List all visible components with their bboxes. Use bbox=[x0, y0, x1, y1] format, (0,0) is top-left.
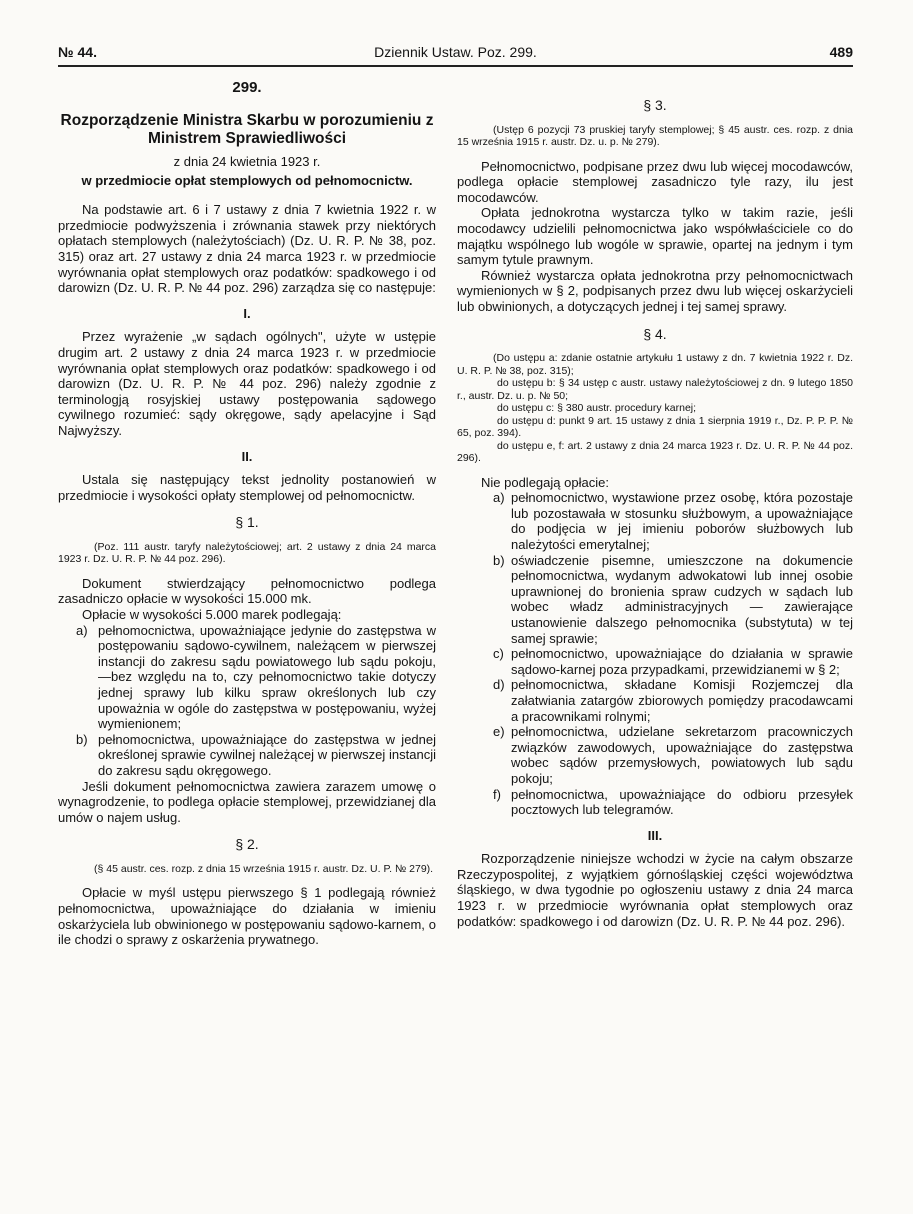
act-number: 299. bbox=[232, 79, 262, 96]
list-item: a) pełnomocnictwa, upoważniające jedynie do zastępstwa w postępowaniu sądowo-cywilnem, należącem w pierwszej instancji do zakresu sądu powiatowego lub sądu pokoju, —bez względu na to, czy pełnomocnictwo takie dotyczy jednej sprawy lub kilku spraw określonych lub czy upoważnia w ogóle do zastępstwa w postępowaniu, wyżej wymienionem; bbox=[76, 622, 436, 732]
section-4-notes: (Do ustępu a: zdanie ostatnie artykułu 1 ustawy z dn. 7 kwietnia 1922 r. Dz. U. R. P. № 38, poz. 315); do ustępu b: § 34 ustęp c austr. ustawy należytościowej z dn. 9 lutego 1850 r., austr. Dz. u. p. № 50; do ustępu c: § 380 austr. procedury karnej; do ustępu d: punkt 9 art. 15 ustawy z dnia 1 sierpnia 1919 r., Dz. P. P. P. № 65, poz. 394). do ustępu e, f: art. 2 ustawy z dnia 24 marca 1923 r. Dz. U. R. P. № 44 poz. 296). bbox=[457, 352, 853, 465]
section-1-para-2: Opłacie w wysokości 5.000 marek podlegają: bbox=[82, 607, 342, 623]
section-2-note: (§ 45 austr. ces. rozp. z dnia 15 września 1915 r. austr. Dz. U. P. № 279). bbox=[94, 862, 434, 875]
section-1-para-3: Jeśli dokument pełnomocnictwa zawiera zarazem umowę o wynagrodzenie, to podlega opłacie stemplowej, przewidzianej dla umów o najem usług. bbox=[58, 778, 436, 825]
part-3-heading: III. bbox=[647, 827, 663, 843]
right-column bbox=[457, 86, 853, 929]
journal-title: Dziennik Ustaw. Poz. 299. bbox=[374, 44, 537, 60]
part-1-heading: I. bbox=[243, 305, 251, 321]
header-rule bbox=[58, 65, 853, 67]
section-2-heading: § 2. bbox=[235, 836, 259, 853]
preamble: Na podstawie art. 6 i 7 ustawy z dnia 7 kwietnia 1922 r. w przedmiocie podwyższenia i zrównania stawek przy niektórych opłatach stemplowych (należytościach) (Dz. U. R. P. № 38, poz. 315) oraz art. 27 ustawy z dnia 24 marca 1923 r. w przedmiocie wyrównania opłat stemplowych oraz podatków: spadkowego i od darowizn (Dz. U. R. P. № 44 poz. 296) zarządza się co następuje: bbox=[58, 202, 436, 296]
list-item: d) pełnomocnictwa, składane Komisji Rozjemczej dla załatwiania zatargów zbiorowych pomiędzy pracodawcami a pracownikami rolnymi; bbox=[493, 677, 853, 724]
section-1-para-1: Dokument stwierdzający pełnomocnictwo podlega zasadniczo opłacie w wysokości 15.000 mk. bbox=[58, 575, 436, 607]
list-item: a) pełnomocnictwo, wystawione przez osobę, która pozostaje lub pozostawała w stosunku służbowym, a upoważniające do podjęcia w jej imieniu poborów służbowych lub należytości emerytalnej; bbox=[493, 490, 853, 552]
list-item: e) pełnomocnictwa, udzielane sekretarzom pracowniczych związków zawodowych, upoważniające do zastępstwa wobec sądów przemysłowych, powiatowych lub sądu pokoju; bbox=[493, 724, 853, 786]
act-subject: w przedmiocie opłat stemplowych od pełnomocnictw. bbox=[81, 173, 413, 189]
section-1-note: (Poz. 111 austr. taryfy należytościowej; art. 2 ustawy z dnia 24 marca 1923 r. Dz. U. R. P. № 44 poz. 296). bbox=[58, 540, 436, 566]
section-3-note: (Ustęp 6 pozycji 73 pruskiej taryfy stemplowej; § 45 austr. ces. rozp. z dnia 15 września 1915 r. austr. Dz. u. p. № 279). bbox=[457, 123, 853, 149]
running-header bbox=[58, 44, 853, 64]
list-item: f) pełnomocnictwa, upoważniające do odbioru przesyłek pocztowych lub telegramów. bbox=[493, 786, 853, 818]
section-3-para-1: Pełnomocnictwo, podpisane przez dwu lub więcej mocodawców, podlega opłacie stemplowej zasadniczo tyle razy, ilu jest mocodawców. bbox=[457, 158, 853, 205]
page-number: 489 bbox=[829, 44, 853, 60]
left-column bbox=[58, 80, 436, 948]
list-item: b) oświadczenie pisemne, umieszczone na dokumencie pełnomocnictwa, wydanym adwokatowi lub innej osobie uprawnionej do bronienia spraw cudzych w sądach lub wobec władz administracyjnych — zawierające ustanowienie dalszego pełnomocnika (substytuta) w tej samej sprawie; bbox=[493, 552, 853, 646]
section-4-list bbox=[457, 490, 853, 817]
section-3-para-2: Opłata jednokrotna wystarcza tylko w takim razie, jeśli mocodawcy udzielili pełnomocnictwa jako współwłaściciele co do majątku wspólnego lub wogóle w sprawie, opartej na jednym i tym samym tytule prawnym. bbox=[457, 205, 853, 268]
section-3-heading: § 3. bbox=[643, 97, 667, 113]
act-date: z dnia 24 kwietnia 1923 r. bbox=[173, 153, 321, 169]
part-3-text: Rozporządzenie niniejsze wchodzi w życie na całym obszarze Rzeczypospolitej, z wyjątkiem górnośląskiej części województwa śląskiego, w dwa tygodnie po ogłoszeniu ustawy z dnia 24 marca 1923 r. w przedmiocie wyrównania opłat stemplowych oraz podatków: spadkowego i od darowizn (Dz. U. R. P. № 44 poz. 296). bbox=[457, 851, 853, 929]
list-item: c) pełnomocnictwo, upoważniające do działania w sprawie sądowo-karnej poza przypadkami, przewidzianemi w § 2; bbox=[493, 646, 853, 677]
section-1-heading: § 1. bbox=[235, 514, 259, 531]
section-3-para-3: Również wystarcza opłata jednokrotna przy pełnomocnictwach wymienionych w § 2, podpisanych przez dwu lub więcej oskarżycieli lub obwinionych, a dotyczących jednej i tej samej sprawy. bbox=[457, 267, 853, 314]
part-1-text: Przez wyrażenie „w sądach ogólnych", użyte w ustępie drugim art. 2 ustawy z dnia 24 marca 1923 r. w przedmiocie wyrównania opłat stemplowych oraz podatków: spadkowego i od darowizn (Dz. U. R. P. № 44 poz. 296) należy zgodnie z terminologją rosyjskiej ustawy postępowania sądowego cywilnego rozumieć: sądy okręgowe, sądy apelacyjne i Sąd Najwyższy. bbox=[58, 329, 436, 438]
part-2-heading: II. bbox=[241, 448, 253, 464]
section-1-list bbox=[58, 623, 436, 779]
section-4-intro: Nie podlegają opłacie: bbox=[481, 474, 609, 490]
issue-number: № 44. bbox=[58, 44, 97, 60]
section-4-heading: § 4. bbox=[643, 325, 667, 342]
act-title: Rozporządzenie Ministra Skarbu w porozumieniu z Ministrem Sprawiedliwości bbox=[60, 111, 434, 147]
part-2-text: Ustala się następujący tekst jednolity postanowień w przedmiocie i wysokości opłaty stemplowej od pełnomocnictw. bbox=[58, 472, 436, 503]
section-2-para-1: Opłacie w myśl ustępu pierwszego § 1 podlegają również pełnomocnictwa, upoważniające do działania w imieniu oskarżyciela lub obwinionego w postępowaniu sądowo-karnem, o ile chodzi o sprawy z oskarżenia prywatnego. bbox=[58, 885, 436, 948]
list-item: b) pełnomocnictwa, upoważniające do zastępstwa w jednej określonej sprawie cywilnej należącej w pierwszej instancji do zakresu sądu okręgowego. bbox=[76, 731, 436, 778]
